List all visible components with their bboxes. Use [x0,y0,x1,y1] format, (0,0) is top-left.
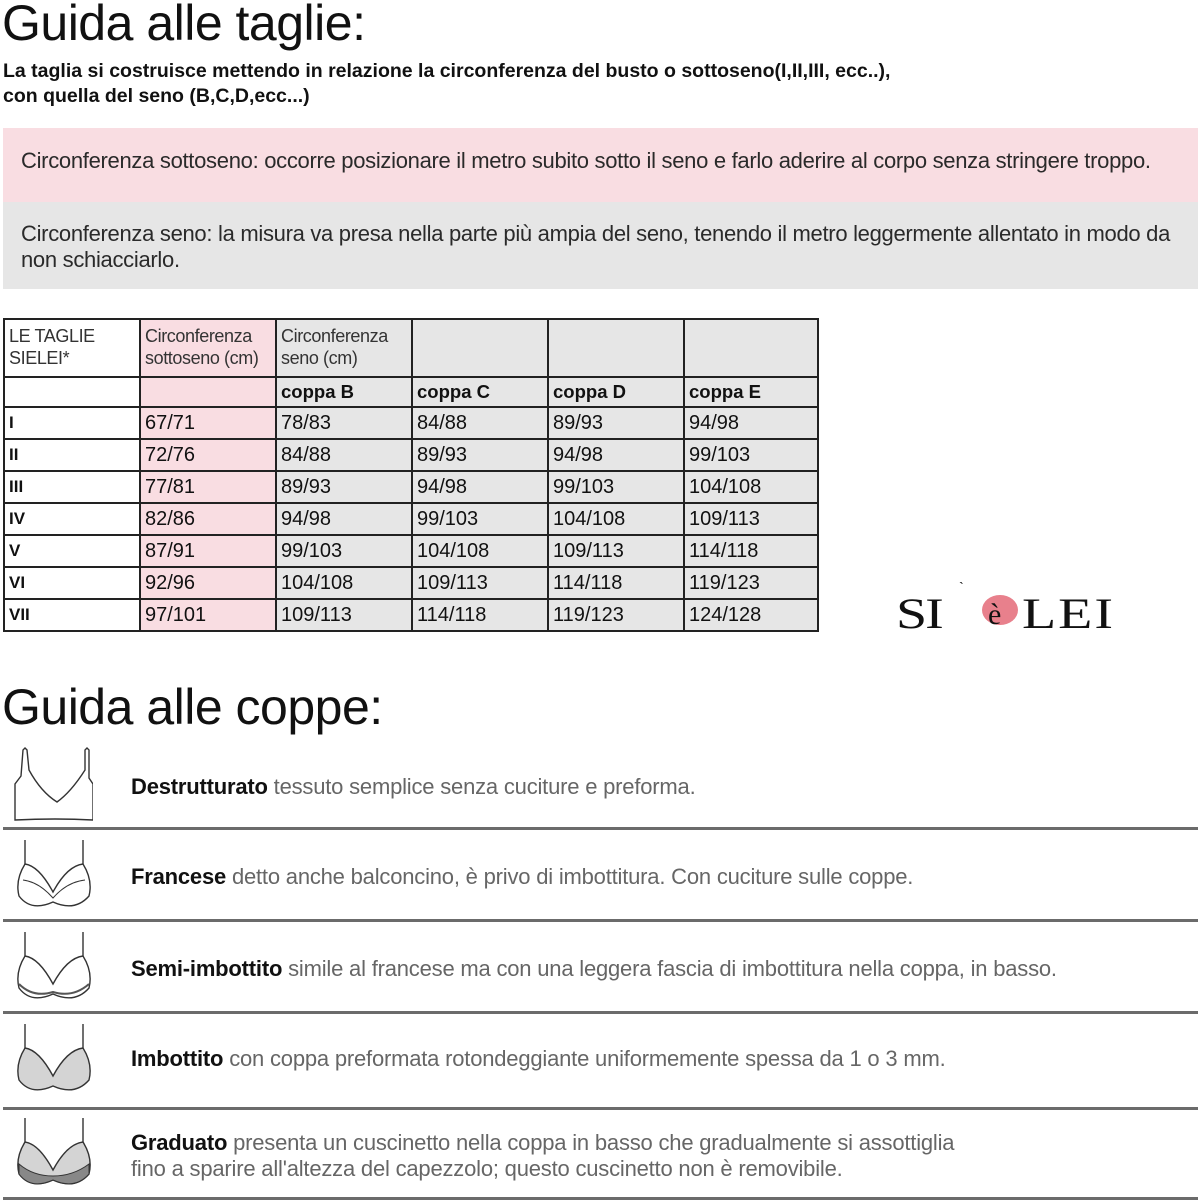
cup-name: Semi-imbottito [131,956,283,981]
cup-b-cell: 78/83 [276,407,412,439]
cup-c-cell: 109/113 [412,567,548,599]
cup-text [131,1046,946,1072]
header-sizes: LE TAGLIE SIELEI* [4,319,140,377]
cup-header-b: coppa B [276,377,412,407]
cup-d-cell: 109/113 [548,535,684,567]
size-table-header [4,319,818,377]
table-row [4,599,818,631]
cup-name: Imbottito [131,1046,224,1071]
header-empty [684,319,818,377]
cup-desc-line-1: presenta un cuscinetto nella coppa in basso che gradualmente si assottiglia [233,1130,955,1155]
cup-header-row [4,377,818,407]
cup-item-imbottito [3,1014,1198,1110]
cup-e-cell: 114/118 [684,535,818,567]
cup-e-cell: 109/113 [684,503,818,535]
header-empty [412,319,548,377]
table-row [4,471,818,503]
underbust-cell: 72/76 [140,439,276,471]
cup-d-cell: 119/123 [548,599,684,631]
table-row [4,407,818,439]
cup-e-cell: 124/128 [684,599,818,631]
underbust-cell: 67/71 [140,407,276,439]
underbust-info-box: Circonferenza sottoseno: occorre posizionare il metro subito sotto il seno e farlo aderire al corpo senza stringere troppo. [3,128,1198,202]
cup-b-cell: 109/113 [276,599,412,631]
cup-item-graduato [3,1110,1198,1200]
cup-b-cell: 99/103 [276,535,412,567]
cup-header-c: coppa C [412,377,548,407]
svg-text:è: è [988,598,1002,631]
cup-text [131,864,913,890]
cup-b-cell: 94/98 [276,503,412,535]
cup-b-cell: 84/88 [276,439,412,471]
underbust-cell: 82/86 [140,503,276,535]
table-row [4,567,818,599]
underbust-cell: 97/101 [140,599,276,631]
cup-text [131,956,1057,982]
cup-item-francese [3,830,1198,922]
cup-d-cell: 89/93 [548,407,684,439]
cup-e-cell: 99/103 [684,439,818,471]
cup-header-empty [4,377,140,407]
cup-desc: tessuto semplice senza cuciture e preforma. [273,774,696,799]
cup-c-cell: 89/93 [412,439,548,471]
size-label: VII [4,599,140,631]
cup-b-cell: 104/108 [276,567,412,599]
sielei-logo-icon [896,582,1182,634]
underbust-cell: 77/81 [140,471,276,503]
size-label: II [4,439,140,471]
cup-header-empty [140,377,276,407]
cup-desc: con coppa preformata rotondeggiante uniformemente spessa da 1 o 3 mm. [229,1046,946,1071]
cup-e-cell: 119/123 [684,567,818,599]
cup-desc-line-2: fino a sparire all'altezza del capezzolo; questo cuscinetto non è removibile. [131,1156,843,1181]
bra-semi-padded-icon [11,928,93,1006]
cup-c-cell: 104/108 [412,535,548,567]
cup-e-cell: 94/98 [684,407,818,439]
sielei-logo [896,582,1182,634]
table-row [4,439,818,471]
bust-info-box: Circonferenza seno: la misura va presa nella parte più ampia del seno, tenendo il metro leggermente allentato in modo da non schiacciarlo. [3,202,1198,289]
svg-text:SI: SI [896,588,942,634]
size-label: I [4,407,140,439]
cup-name: Francese [131,864,227,889]
header-empty [548,319,684,377]
cup-name: Destrutturato [131,774,268,799]
cup-name: Graduato [131,1130,228,1155]
cup-item-semi-imbottito [3,922,1198,1014]
cup-c-cell: 94/98 [412,471,548,503]
intro-line-2: con quella del seno (B,C,D,ecc...) [3,85,310,107]
cup-d-cell: 94/98 [548,439,684,471]
cup-text [131,1130,954,1182]
cup-desc: simile al francese ma con una leggera fascia di imbottitura nella coppa, in basso. [288,956,1057,981]
header-bust: Circonferenza seno (cm) [276,319,412,377]
cup-c-cell: 99/103 [412,503,548,535]
cup-d-cell: 114/118 [548,567,684,599]
size-guide-title: Guida alle taglie: [2,0,366,51]
size-label: V [4,535,140,567]
size-label: IV [4,503,140,535]
size-label: III [4,471,140,503]
cup-text [131,774,696,800]
cup-c-cell: 84/88 [412,407,548,439]
size-table [3,318,819,632]
cup-guide-title: Guida alle coppe: [2,679,383,735]
underbust-cell: 87/91 [140,535,276,567]
cup-d-cell: 104/108 [548,503,684,535]
cup-desc: detto anche balconcino, è privo di imbottitura. Con cuciture sulle coppe. [231,864,914,889]
table-row [4,535,818,567]
svg-text:`: ` [958,582,964,598]
bra-unstructured-icon [11,744,93,822]
cup-e-cell: 104/108 [684,471,818,503]
cup-d-cell: 99/103 [548,471,684,503]
cup-c-cell: 114/118 [412,599,548,631]
cup-header-e: coppa E [684,377,818,407]
bra-french-icon [11,836,93,914]
cup-b-cell: 89/93 [276,471,412,503]
size-guide-intro [3,59,1198,109]
bra-graduated-icon [11,1114,93,1192]
svg-text:LEI: LEI [1022,588,1116,634]
size-label: VI [4,567,140,599]
cup-item-destrutturato [3,738,1198,830]
bra-padded-icon [11,1020,93,1098]
table-row [4,503,818,535]
intro-line-1: La taglia si costruisce mettendo in relazione la circonferenza del busto o sottoseno(I,II,III, ecc..), [3,60,891,82]
cup-header-d: coppa D [548,377,684,407]
header-underbust: Circonferenza sottoseno (cm) [140,319,276,377]
underbust-cell: 92/96 [140,567,276,599]
